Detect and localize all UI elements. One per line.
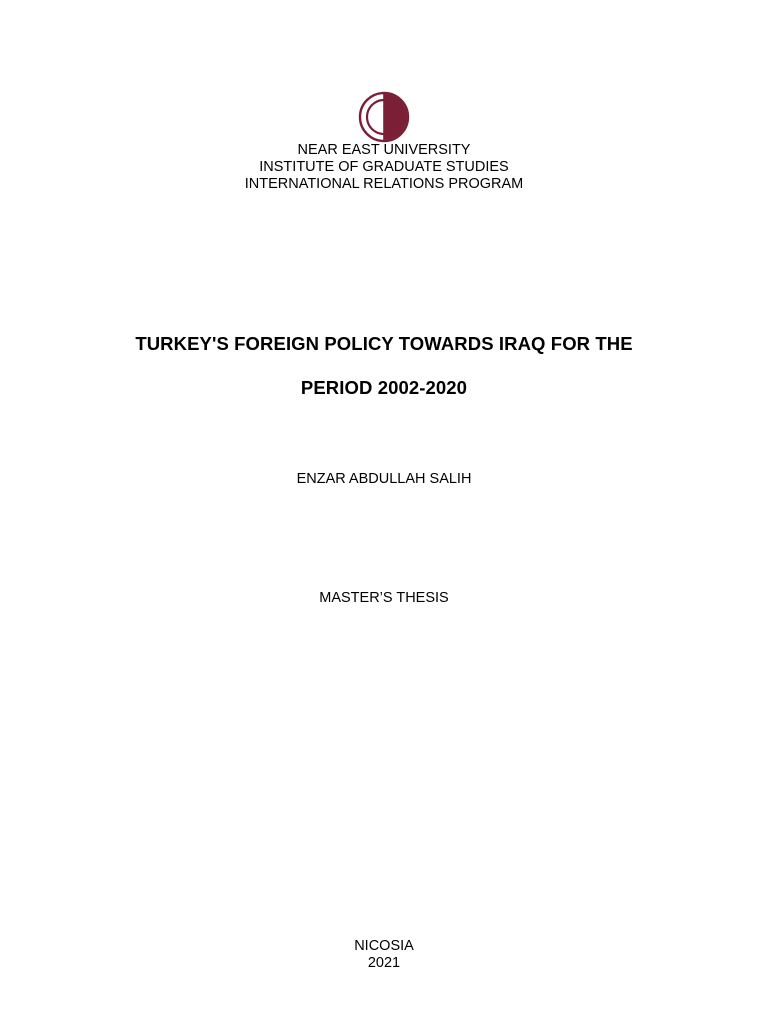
city-name: NICOSIA xyxy=(354,938,414,954)
university-crest-icon xyxy=(358,91,410,143)
place-and-date xyxy=(0,938,768,972)
thesis-title-line-1: TURKEY'S FOREIGN POLICY TOWARDS IRAQ FOR THE xyxy=(135,333,633,354)
thesis-title xyxy=(0,322,768,410)
university-name: NEAR EAST UNIVERSITY xyxy=(297,142,471,158)
institution-block xyxy=(0,142,768,193)
institute-name: INSTITUTE OF GRADUATE STUDIES xyxy=(259,159,509,175)
degree-label: MASTER’S THESIS xyxy=(319,590,449,606)
program-name: INTERNATIONAL RELATIONS PROGRAM xyxy=(244,176,524,192)
thesis-title-line-2: PERIOD 2002-2020 xyxy=(300,377,468,398)
author-name: ENZAR ABDULLAH SALIH xyxy=(296,471,472,487)
year: 2021 xyxy=(367,955,401,971)
